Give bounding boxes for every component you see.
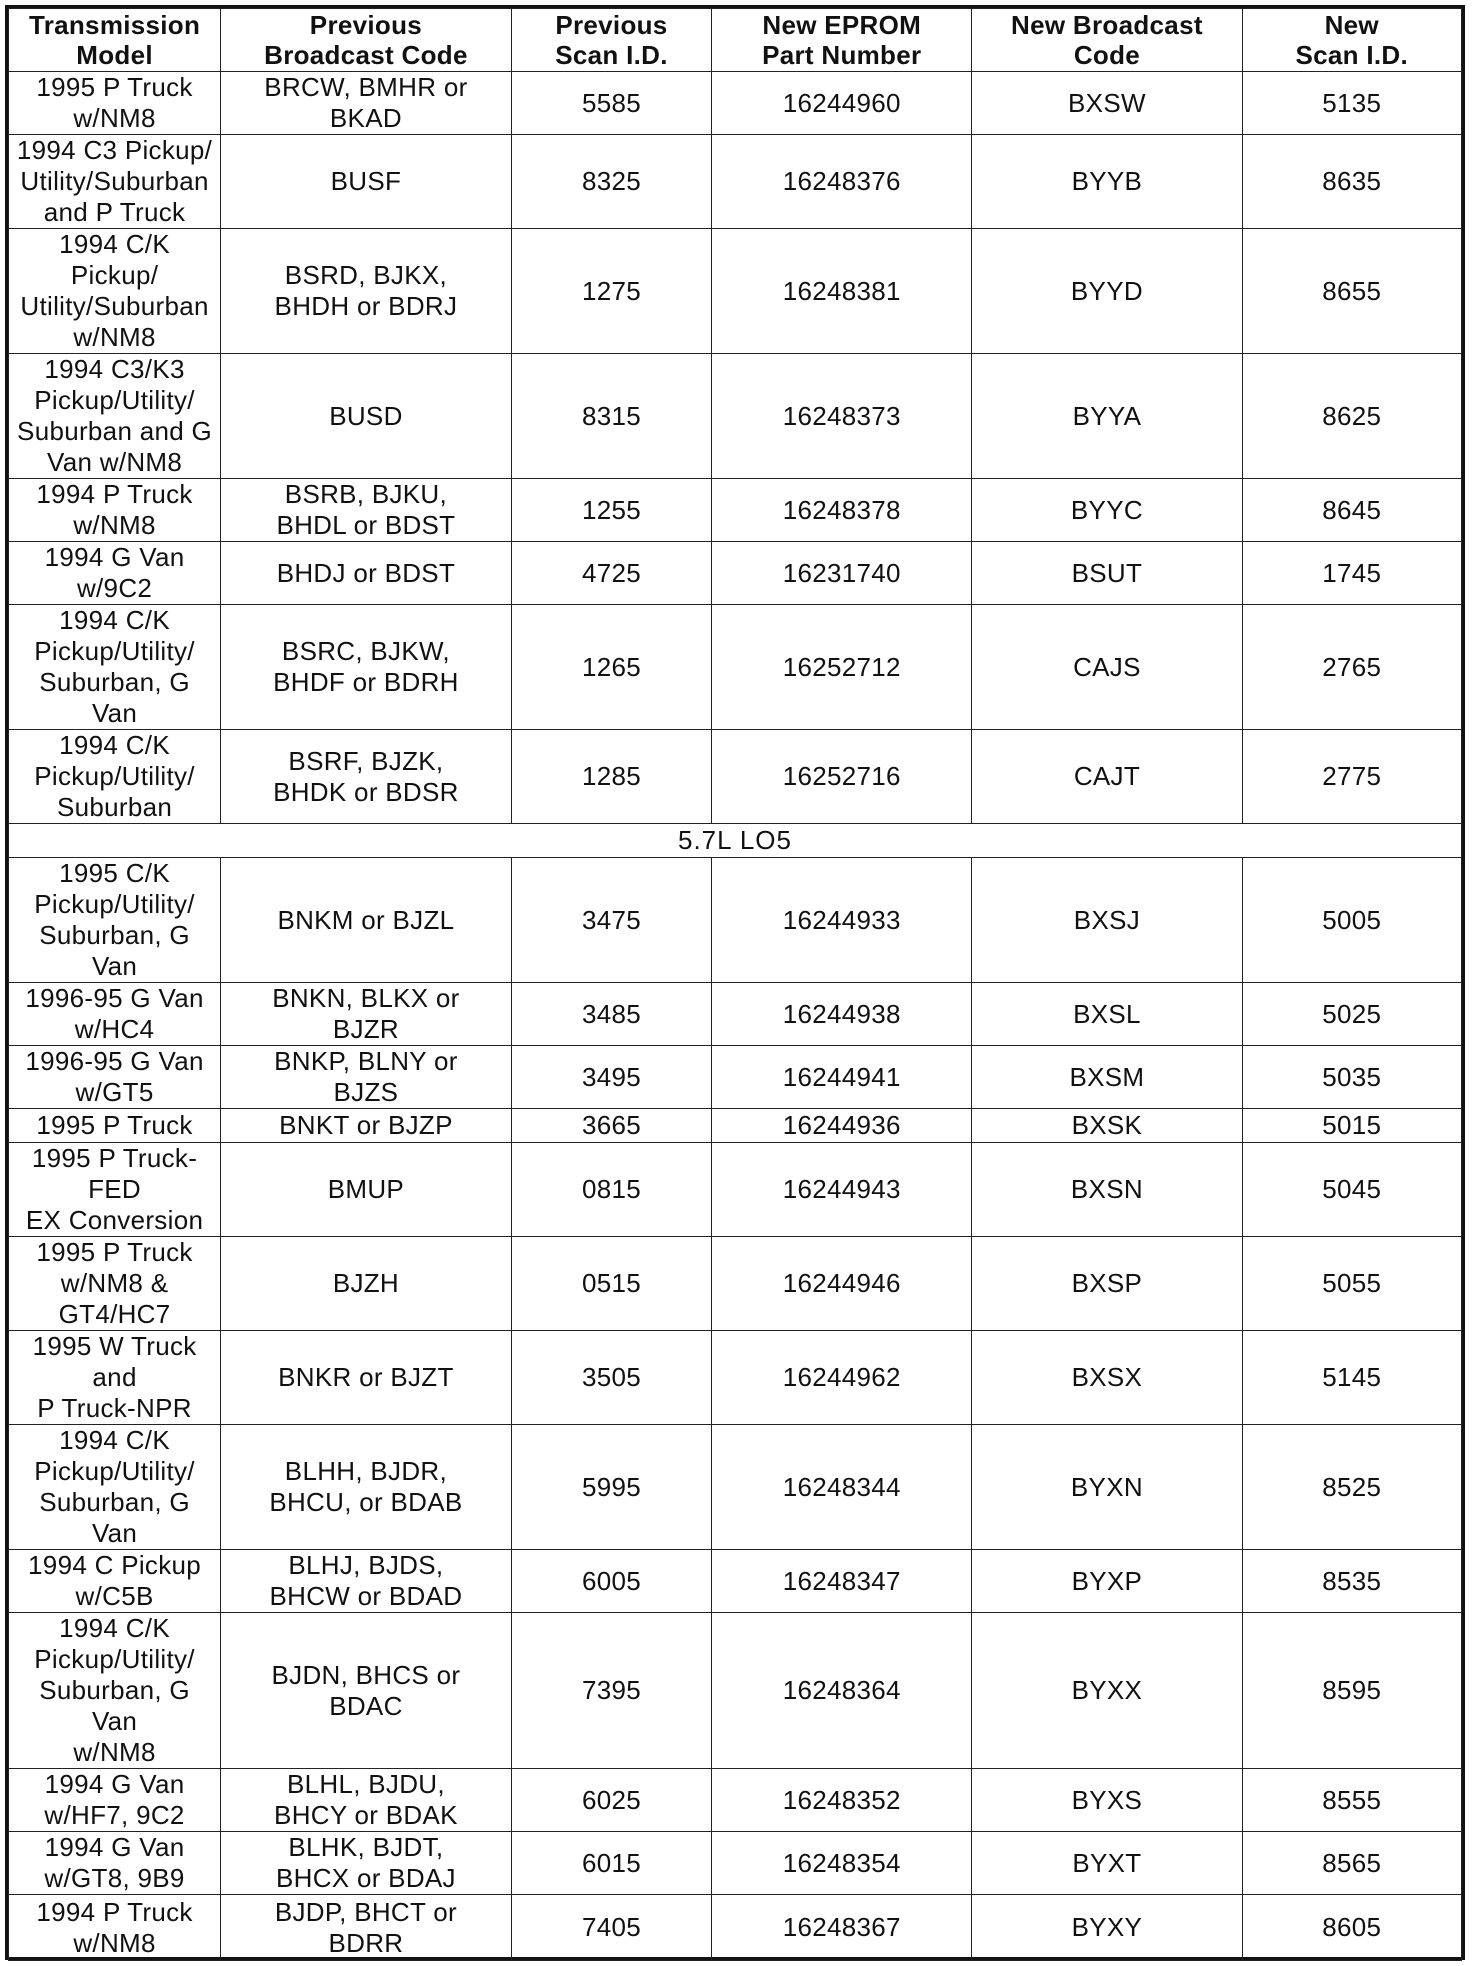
- cell-transmission-model: 1994 C3/K3 Pickup/Utility/ Suburban and G Van w/NM8: [9, 354, 221, 479]
- cell-new-scan-id: 5055: [1242, 1237, 1461, 1331]
- cell-new-scan-id: 8565: [1242, 1832, 1461, 1895]
- cell-new-broadcast-code: BYXP: [972, 1550, 1242, 1613]
- cell-previous-scan-id: 3495: [511, 1046, 712, 1109]
- cell-new-scan-id: 5045: [1242, 1143, 1461, 1237]
- cell-previous-broadcast-code: BUSF: [221, 135, 512, 229]
- cell-previous-broadcast-code: BMUP: [221, 1143, 512, 1237]
- cell-new-scan-id: 8525: [1242, 1425, 1461, 1550]
- cell-new-scan-id: 5145: [1242, 1331, 1461, 1425]
- cell-transmission-model: 1995 P Truck: [9, 1109, 221, 1143]
- cell-new-scan-id: 5025: [1242, 983, 1461, 1046]
- cell-previous-broadcast-code: BSRC, BJKW, BHDF or BDRH: [221, 605, 512, 730]
- cell-new-scan-id: 8625: [1242, 354, 1461, 479]
- cell-new-eprom-part-number: 16248344: [712, 1425, 972, 1550]
- cell-previous-scan-id: 6005: [511, 1550, 712, 1613]
- cell-previous-scan-id: 3505: [511, 1331, 712, 1425]
- cell-previous-broadcast-code: BHDJ or BDST: [221, 542, 512, 605]
- cell-new-scan-id: 8535: [1242, 1550, 1461, 1613]
- cell-new-broadcast-code: BYYB: [972, 135, 1242, 229]
- header-row: [9, 9, 1462, 72]
- cell-transmission-model: 1995 P Truck-FED EX Conversion: [9, 1143, 221, 1237]
- table-row: [9, 72, 1462, 135]
- cell-transmission-model: 1994 C/K Pickup/Utility/ Suburban, G Van: [9, 1425, 221, 1550]
- cell-new-eprom-part-number: 16244938: [712, 983, 972, 1046]
- cell-previous-broadcast-code: BNKR or BJZT: [221, 1331, 512, 1425]
- cell-new-eprom-part-number: 16244936: [712, 1109, 972, 1143]
- cell-new-eprom-part-number: 16248381: [712, 229, 972, 354]
- cell-previous-scan-id: 3485: [511, 983, 712, 1046]
- header-new-scan-id: New Scan I.D.: [1242, 9, 1461, 72]
- cell-transmission-model: 1994 C/K Pickup/Utility/ Suburban, G Van w/NM8: [9, 1613, 221, 1769]
- cell-previous-broadcast-code: BNKT or BJZP: [221, 1109, 512, 1143]
- cell-new-eprom-part-number: 16248347: [712, 1550, 972, 1613]
- cell-new-broadcast-code: BYXY: [972, 1895, 1242, 1961]
- section-label: 5.7L LO5: [9, 824, 1462, 858]
- cell-transmission-model: 1996-95 G Van w/HC4: [9, 983, 221, 1046]
- table-row: [9, 229, 1462, 354]
- cell-transmission-model: 1995 P Truck w/NM8 & GT4/HC7: [9, 1237, 221, 1331]
- cell-previous-scan-id: 1255: [511, 479, 712, 542]
- cell-new-eprom-part-number: 16252716: [712, 730, 972, 824]
- cell-new-broadcast-code: BYXS: [972, 1769, 1242, 1832]
- cell-new-eprom-part-number: 16248354: [712, 1832, 972, 1895]
- cell-transmission-model: 1994 G Van w/HF7, 9C2: [9, 1769, 221, 1832]
- cell-new-broadcast-code: BXSK: [972, 1109, 1242, 1143]
- table-row: [9, 858, 1462, 983]
- cell-previous-scan-id: 3475: [511, 858, 712, 983]
- cell-previous-broadcast-code: BSRF, BJZK, BHDK or BDSR: [221, 730, 512, 824]
- cell-new-eprom-part-number: 16248373: [712, 354, 972, 479]
- transmission-eprom-table-sheet: [5, 5, 1465, 1960]
- table-row: [9, 1550, 1462, 1613]
- table-row: [9, 1237, 1462, 1331]
- cell-new-broadcast-code: CAJS: [972, 605, 1242, 730]
- cell-new-broadcast-code: BYYD: [972, 229, 1242, 354]
- header-previous-scan-id: Previous Scan I.D.: [511, 9, 712, 72]
- cell-new-scan-id: 5015: [1242, 1109, 1461, 1143]
- table-row: [9, 1046, 1462, 1109]
- cell-new-eprom-part-number: 16244962: [712, 1331, 972, 1425]
- cell-previous-scan-id: 5995: [511, 1425, 712, 1550]
- cell-new-scan-id: 1745: [1242, 542, 1461, 605]
- cell-new-eprom-part-number: 16244960: [712, 72, 972, 135]
- cell-previous-broadcast-code: BRCW, BMHR or BKAD: [221, 72, 512, 135]
- eprom-table: [8, 8, 1462, 1961]
- cell-new-broadcast-code: BXSP: [972, 1237, 1242, 1331]
- cell-new-scan-id: 5005: [1242, 858, 1461, 983]
- table-row: [9, 605, 1462, 730]
- cell-new-eprom-part-number: 16248367: [712, 1895, 972, 1961]
- cell-new-eprom-part-number: 16244941: [712, 1046, 972, 1109]
- cell-new-broadcast-code: CAJT: [972, 730, 1242, 824]
- table-row: [9, 479, 1462, 542]
- header-new-broadcast-code: New Broadcast Code: [972, 9, 1242, 72]
- cell-previous-scan-id: 3665: [511, 1109, 712, 1143]
- cell-new-eprom-part-number: 16248378: [712, 479, 972, 542]
- cell-new-broadcast-code: BXSJ: [972, 858, 1242, 983]
- cell-transmission-model: 1995 C/K Pickup/Utility/ Suburban, G Van: [9, 858, 221, 983]
- table-row: [9, 1832, 1462, 1895]
- cell-previous-broadcast-code: BLHL, BJDU, BHCY or BDAK: [221, 1769, 512, 1832]
- cell-new-eprom-part-number: 16244943: [712, 1143, 972, 1237]
- cell-previous-scan-id: 1275: [511, 229, 712, 354]
- table-row: [9, 1895, 1462, 1961]
- cell-new-scan-id: 2775: [1242, 730, 1461, 824]
- cell-new-broadcast-code: BXSW: [972, 72, 1242, 135]
- cell-new-broadcast-code: BXSN: [972, 1143, 1242, 1237]
- cell-previous-broadcast-code: BJZH: [221, 1237, 512, 1331]
- cell-transmission-model: 1994 G Van w/9C2: [9, 542, 221, 605]
- cell-new-scan-id: 8635: [1242, 135, 1461, 229]
- cell-previous-broadcast-code: BJDP, BHCT or BDRR: [221, 1895, 512, 1961]
- cell-transmission-model: 1994 P Truck w/NM8: [9, 479, 221, 542]
- cell-new-scan-id: 5135: [1242, 72, 1461, 135]
- table-row: [9, 730, 1462, 824]
- cell-transmission-model: 1996-95 G Van w/GT5: [9, 1046, 221, 1109]
- cell-new-broadcast-code: BXSL: [972, 983, 1242, 1046]
- section-row: [9, 824, 1462, 858]
- table-row: [9, 542, 1462, 605]
- cell-previous-broadcast-code: BLHH, BJDR, BHCU, or BDAB: [221, 1425, 512, 1550]
- cell-new-scan-id: 8595: [1242, 1613, 1461, 1769]
- cell-previous-scan-id: 6025: [511, 1769, 712, 1832]
- cell-transmission-model: 1995 P Truck w/NM8: [9, 72, 221, 135]
- header-new-eprom-part-number: New EPROM Part Number: [712, 9, 972, 72]
- cell-new-scan-id: 8655: [1242, 229, 1461, 354]
- cell-transmission-model: 1994 C/K Pickup/Utility/ Suburban: [9, 730, 221, 824]
- header-previous-broadcast-code: Previous Broadcast Code: [221, 9, 512, 72]
- cell-new-broadcast-code: BSUT: [972, 542, 1242, 605]
- cell-previous-broadcast-code: BSRB, BJKU, BHDL or BDST: [221, 479, 512, 542]
- cell-previous-scan-id: 8315: [511, 354, 712, 479]
- cell-new-eprom-part-number: 16252712: [712, 605, 972, 730]
- table-row: [9, 1425, 1462, 1550]
- table-row: [9, 1613, 1462, 1769]
- cell-previous-scan-id: 1265: [511, 605, 712, 730]
- cell-new-eprom-part-number: 16231740: [712, 542, 972, 605]
- cell-previous-scan-id: 4725: [511, 542, 712, 605]
- cell-previous-broadcast-code: BUSD: [221, 354, 512, 479]
- table-body-bottom: [9, 858, 1462, 1961]
- cell-previous-broadcast-code: BLHJ, BJDS, BHCW or BDAD: [221, 1550, 512, 1613]
- cell-new-broadcast-code: BYXX: [972, 1613, 1242, 1769]
- cell-new-broadcast-code: BYYC: [972, 479, 1242, 542]
- cell-previous-broadcast-code: BNKP, BLNY or BJZS: [221, 1046, 512, 1109]
- cell-new-broadcast-code: BXSX: [972, 1331, 1242, 1425]
- cell-previous-broadcast-code: BLHK, BJDT, BHCX or BDAJ: [221, 1832, 512, 1895]
- table-row: [9, 1769, 1462, 1832]
- cell-new-eprom-part-number: 16248364: [712, 1613, 972, 1769]
- cell-previous-broadcast-code: BNKM or BJZL: [221, 858, 512, 983]
- cell-previous-scan-id: 0515: [511, 1237, 712, 1331]
- section-divider: [9, 824, 1462, 858]
- cell-new-eprom-part-number: 16244946: [712, 1237, 972, 1331]
- cell-new-scan-id: 8645: [1242, 479, 1461, 542]
- cell-new-broadcast-code: BYXN: [972, 1425, 1242, 1550]
- cell-transmission-model: 1994 C/K Pickup/ Utility/Suburban w/NM8: [9, 229, 221, 354]
- cell-new-eprom-part-number: 16248376: [712, 135, 972, 229]
- cell-transmission-model: 1994 G Van w/GT8, 9B9: [9, 1832, 221, 1895]
- cell-previous-scan-id: 7395: [511, 1613, 712, 1769]
- cell-previous-broadcast-code: BJDN, BHCS or BDAC: [221, 1613, 512, 1769]
- cell-new-broadcast-code: BYXT: [972, 1832, 1242, 1895]
- cell-transmission-model: 1994 C Pickup w/C5B: [9, 1550, 221, 1613]
- cell-transmission-model: 1994 C3 Pickup/ Utility/Suburban and P Truck: [9, 135, 221, 229]
- cell-new-scan-id: 8605: [1242, 1895, 1461, 1961]
- cell-new-eprom-part-number: 16248352: [712, 1769, 972, 1832]
- table-row: [9, 1109, 1462, 1143]
- cell-new-broadcast-code: BXSM: [972, 1046, 1242, 1109]
- cell-new-broadcast-code: BYYA: [972, 354, 1242, 479]
- cell-previous-scan-id: 7405: [511, 1895, 712, 1961]
- table-row: [9, 1331, 1462, 1425]
- cell-previous-scan-id: 6015: [511, 1832, 712, 1895]
- cell-new-scan-id: 2765: [1242, 605, 1461, 730]
- cell-transmission-model: 1994 P Truck w/NM8: [9, 1895, 221, 1961]
- cell-previous-scan-id: 0815: [511, 1143, 712, 1237]
- cell-previous-broadcast-code: BNKN, BLKX or BJZR: [221, 983, 512, 1046]
- cell-previous-scan-id: 5585: [511, 72, 712, 135]
- cell-previous-broadcast-code: BSRD, BJKX, BHDH or BDRJ: [221, 229, 512, 354]
- table-row: [9, 135, 1462, 229]
- cell-new-eprom-part-number: 16244933: [712, 858, 972, 983]
- cell-previous-scan-id: 8325: [511, 135, 712, 229]
- cell-new-scan-id: 5035: [1242, 1046, 1461, 1109]
- cell-transmission-model: 1995 W Truck and P Truck-NPR: [9, 1331, 221, 1425]
- header-transmission-model: Transmission Model: [9, 9, 221, 72]
- table-row: [9, 1143, 1462, 1237]
- table-row: [9, 983, 1462, 1046]
- table-body-top: [9, 72, 1462, 824]
- cell-new-scan-id: 8555: [1242, 1769, 1461, 1832]
- cell-transmission-model: 1994 C/K Pickup/Utility/ Suburban, G Van: [9, 605, 221, 730]
- cell-previous-scan-id: 1285: [511, 730, 712, 824]
- table-row: [9, 354, 1462, 479]
